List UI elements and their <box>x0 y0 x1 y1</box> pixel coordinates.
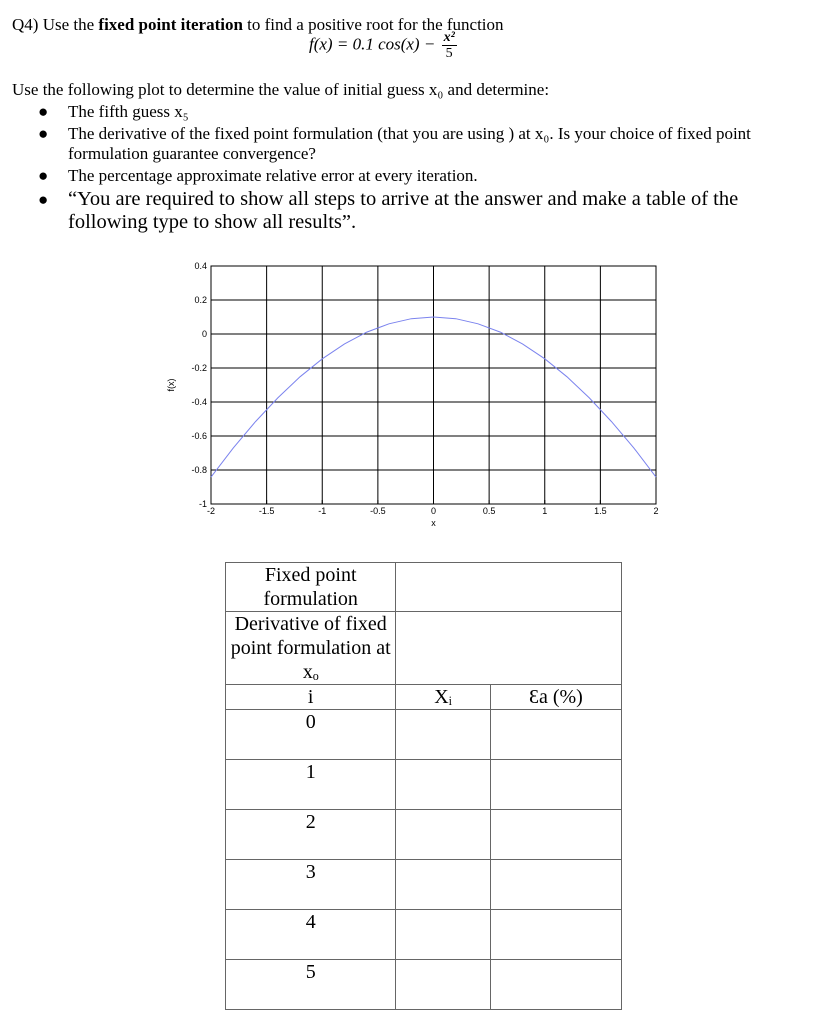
y-tick-label: -0.2 <box>191 363 207 373</box>
bullet-icon: ● <box>38 102 49 121</box>
x-tick-label: 0.5 <box>482 506 496 516</box>
task-text: The derivative of the fixed point formulation (that you are using ) at x₀. Is your choice of fixed point formulation guarantee convergence? <box>68 124 751 163</box>
col-x-header: Xᵢ <box>396 685 490 710</box>
x-axis-label: x <box>431 518 436 526</box>
error-cell[interactable] <box>490 910 621 960</box>
question-intro-rest: to find a positive root for the function <box>247 15 504 34</box>
table-row <box>226 710 622 760</box>
x-tick-label: -2 <box>206 506 216 516</box>
x-tick-label: -1 <box>318 506 327 516</box>
formulation-label: Fixed point formulation <box>226 563 396 612</box>
y-tick-label: -1 <box>198 499 207 509</box>
task-list <box>24 102 794 236</box>
function-plot <box>160 256 670 526</box>
table-row <box>226 760 622 810</box>
bullet-icon: ● <box>38 124 49 143</box>
x-value-cell[interactable] <box>396 760 490 810</box>
y-tick-label: -0.6 <box>191 431 207 441</box>
function-formula <box>309 30 457 61</box>
x-value-cell[interactable] <box>396 960 490 1010</box>
table-row <box>226 612 622 685</box>
error-cell[interactable] <box>490 860 621 910</box>
table-row <box>226 910 622 960</box>
task-text: “You are required to show all steps to arrive at the answer and make a table of the following type to show all results”. <box>68 188 739 233</box>
x-value-cell[interactable] <box>396 910 490 960</box>
error-cell[interactable] <box>490 760 621 810</box>
x-tick-label: 1.5 <box>594 506 607 516</box>
iteration-index: 3 <box>226 860 396 910</box>
x-tick-label: -0.5 <box>370 506 386 516</box>
error-cell[interactable] <box>490 810 621 860</box>
table-row <box>226 563 622 612</box>
method-name: fixed point iteration <box>98 15 243 34</box>
bullet-icon: ● <box>38 166 49 185</box>
error-cell[interactable] <box>490 710 621 760</box>
y-tick-label: -0.8 <box>191 465 207 475</box>
error-cell[interactable] <box>490 960 621 1010</box>
y-tick-label: 0 <box>201 329 207 339</box>
task-item <box>24 188 794 234</box>
formula-lhs: f(x) = 0.1 cos(x) − <box>309 34 436 54</box>
y-tick-label: 0.2 <box>194 295 207 305</box>
derivative-label: Derivative of fixed point formulation at xₒ <box>226 612 396 685</box>
plot-ticks <box>191 261 658 516</box>
task-text: The percentage approximate relative error at every iteration. <box>68 166 478 185</box>
question-number: Q4) <box>12 15 39 34</box>
x-value-cell[interactable] <box>396 710 490 760</box>
question-intro: Use the <box>42 15 95 34</box>
table-row <box>226 960 622 1010</box>
formulation-cell[interactable] <box>396 563 622 612</box>
iteration-index: 5 <box>226 960 396 1010</box>
iteration-index: 4 <box>226 910 396 960</box>
table-row <box>226 810 622 860</box>
iteration-index: 0 <box>226 710 396 760</box>
plot-grid <box>211 266 656 504</box>
x-tick-label: 2 <box>653 506 659 516</box>
x-tick-label: 0 <box>430 506 437 516</box>
formula-denominator: 5 <box>445 46 453 61</box>
table-header-row <box>226 685 622 710</box>
x-tick-label: 1 <box>542 506 548 516</box>
y-tick-label: 0.4 <box>194 261 207 271</box>
x-value-cell[interactable] <box>396 860 490 910</box>
formula-fraction <box>442 30 457 61</box>
task-item <box>24 166 794 186</box>
y-tick-label: -0.4 <box>191 397 207 407</box>
results-table <box>225 562 622 1010</box>
derivative-cell[interactable] <box>396 612 622 685</box>
iteration-rows <box>226 710 622 1010</box>
x-tick-label: -1.5 <box>258 506 275 516</box>
col-err-header: Ɛa (%) <box>490 685 621 710</box>
task-item <box>24 102 794 122</box>
y-axis-label: f(x) <box>166 378 176 392</box>
iteration-index: 2 <box>226 810 396 860</box>
task-item <box>24 124 794 164</box>
table-row <box>226 860 622 910</box>
iteration-index: 1 <box>226 760 396 810</box>
task-text: The fifth guess x₅ <box>68 102 189 121</box>
x-value-cell[interactable] <box>396 810 490 860</box>
formula-numerator: x² <box>443 30 455 45</box>
col-i-header: i <box>226 685 396 710</box>
instruction-text: Use the following plot to determine the value of initial guess x₀ and determine: <box>12 80 550 99</box>
bullet-icon: ● <box>38 190 49 209</box>
